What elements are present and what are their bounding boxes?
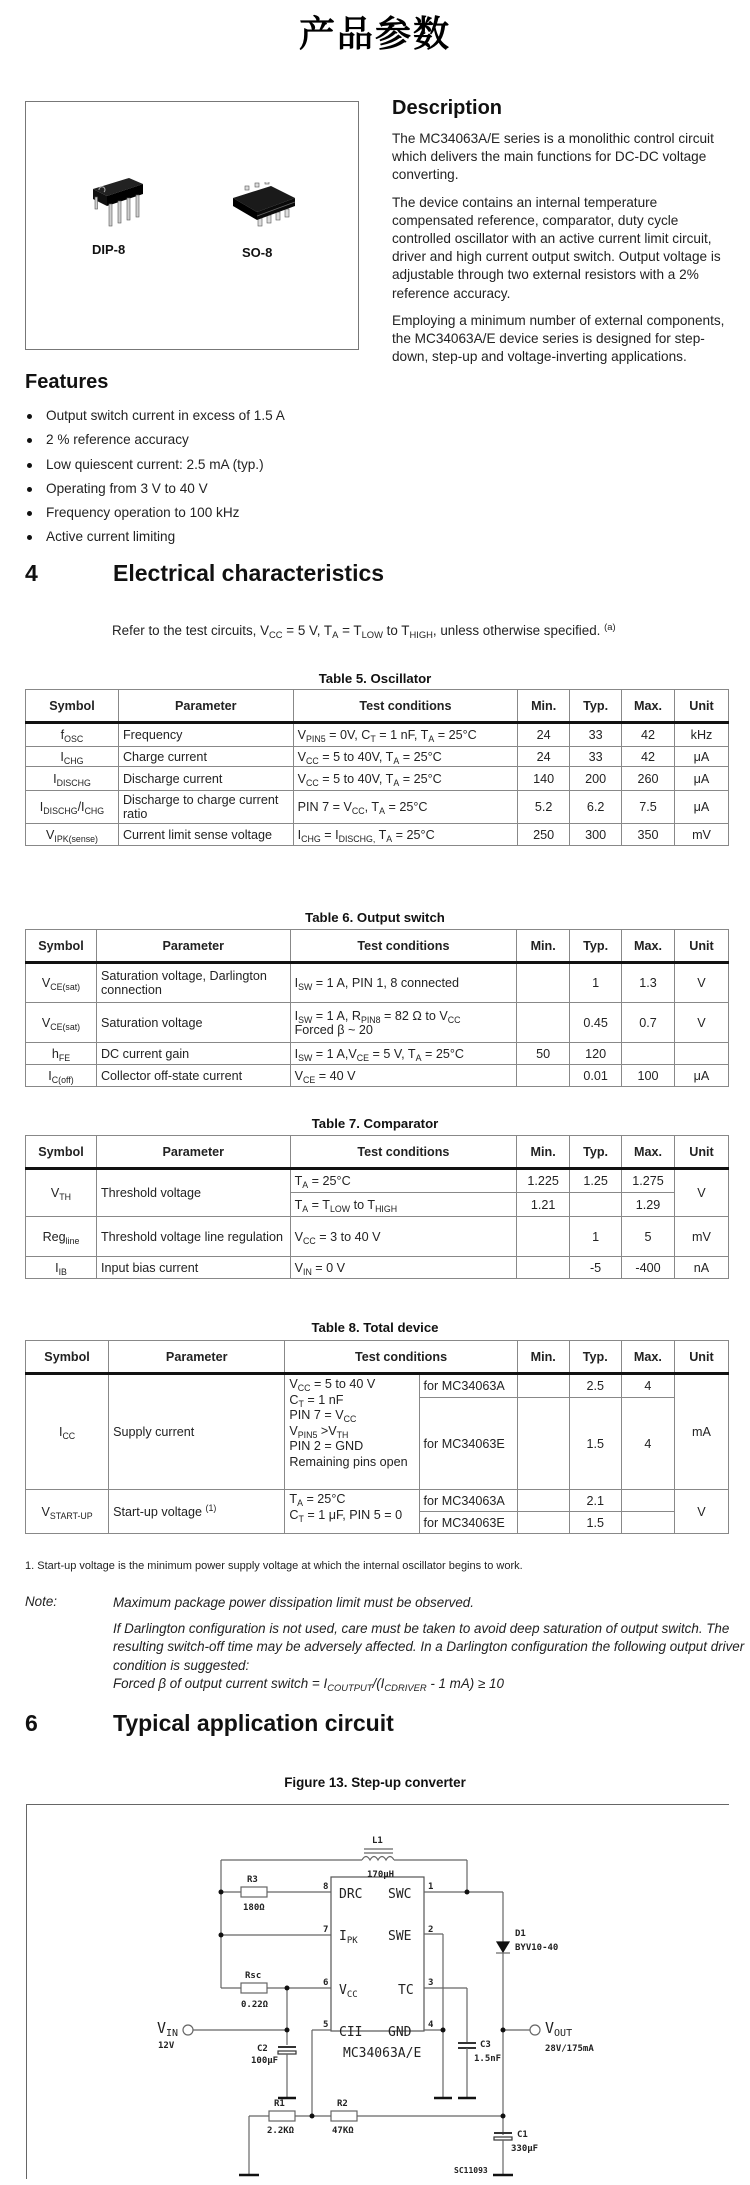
cell-max: 7.5 (622, 791, 675, 824)
cell-typ: 33 (570, 747, 622, 767)
cell-typ: 0.01 (570, 1065, 622, 1087)
table-row (26, 1169, 729, 1193)
cell-typ: 0.45 (570, 1003, 622, 1043)
section-number: 4 (25, 560, 38, 586)
table-row (26, 1490, 729, 1512)
page-title: 产品参数 (298, 14, 451, 55)
so8-package-icon (231, 182, 297, 234)
cell-parameter: Charge current (118, 747, 293, 767)
cell-min: 250 (518, 824, 570, 846)
cell-max: -400 (622, 1257, 675, 1279)
col-symbol: Symbol (26, 1136, 97, 1169)
cell-max: 5 (622, 1217, 675, 1257)
table-7-comparator (25, 1135, 729, 1279)
cell-test-conditions: $I_{SW} = 1$ A, $R_{PIN8} = 82$ Ω to $V_{CC}$ Forced β ~ 20 (290, 1003, 517, 1043)
cell-variant: for MC34063E (419, 1512, 517, 1534)
col-typ: Typ. (570, 1136, 622, 1169)
cell-unit: mV (675, 824, 729, 846)
table-8-caption: Table 8. Total device (311, 1320, 439, 1335)
cell-test-conditions: $T_A = T_{LOW}$ to $T_{HIGH}$ (290, 1193, 517, 1217)
cell-symbol: $I_{IB}$ (26, 1257, 97, 1279)
cell-test-conditions: $V_{CC} = 5$ to 40 V $C_T = 1$ nF PIN $7 = V_{CC}$ $V_{PIN5} >V_{TH}$ PIN 2 = GND Remaining pins open (285, 1374, 419, 1490)
features-heading: Features (25, 371, 109, 393)
col-test-conditions: Test conditions (290, 1136, 517, 1169)
dip8-package-icon (89, 172, 151, 234)
col-test-conditions: Test conditions (290, 930, 517, 963)
svg-text:BYV10-40: BYV10-40 (515, 1943, 559, 1953)
cell-unit: μA (675, 747, 729, 767)
col-typ: Typ. (569, 1341, 621, 1374)
cell-max (622, 1043, 675, 1065)
col-max: Max. (622, 930, 675, 963)
col-min: Min. (517, 930, 570, 963)
cell-symbol: $V_{CE(sat)}$ (26, 963, 97, 1003)
footnote-ref: (a) (604, 622, 616, 632)
svg-text:R1: R1 (274, 2099, 285, 2109)
cell-unit: V (675, 1003, 729, 1043)
cell-max (621, 1490, 674, 1512)
section-6-heading (25, 1710, 725, 1740)
section-number: 6 (25, 1710, 38, 1736)
cell-typ: 1.25 (570, 1169, 622, 1193)
cell-max: 350 (622, 824, 675, 846)
svg-text:Rsc: Rsc (245, 1971, 262, 1981)
cell-max: 42 (622, 747, 675, 767)
svg-text:CII: CII (339, 2025, 363, 2040)
cell-symbol: $f_{OSC}$ (26, 723, 119, 747)
cell-unit: V (675, 963, 729, 1003)
vin-label: $V_{IN}$ (157, 2019, 179, 2039)
figure-box (26, 1804, 729, 2179)
section-title: Typical application circuit (113, 1710, 394, 1736)
cell-min (517, 1398, 569, 1490)
svg-text:1: 1 (428, 1882, 434, 1892)
svg-text:SC11093: SC11093 (454, 2166, 488, 2175)
cell-max: 0.7 (622, 1003, 675, 1043)
svg-text:47KΩ: 47KΩ (332, 2126, 354, 2136)
cell-unit: mV (675, 1217, 729, 1257)
note-label: Note: (25, 1594, 58, 1609)
cell-min (517, 1065, 570, 1087)
cell-typ: 2.1 (569, 1490, 621, 1512)
col-typ: Typ. (570, 690, 622, 723)
cell-min (517, 1217, 570, 1257)
svg-text:100μF: 100μF (251, 2056, 279, 2066)
svg-text:0.22Ω: 0.22Ω (241, 2000, 269, 2010)
cell-unit: nA (675, 1257, 729, 1279)
description-body (392, 130, 737, 375)
svg-text:VCC: $V_{CC}$ (339, 1983, 358, 2000)
cell-unit: kHz (675, 723, 729, 747)
cell-typ: 1.5 (569, 1398, 621, 1490)
col-test-conditions: Test conditions (293, 690, 518, 723)
cell-symbol: $V_{IPK(sense)}$ (26, 824, 119, 846)
cell-min: 1.21 (517, 1193, 570, 1217)
table-row (26, 824, 729, 846)
package-image-box (25, 101, 359, 350)
svg-text:5: 5 (323, 2020, 329, 2030)
table-row (26, 1217, 729, 1257)
table-row (26, 1257, 729, 1279)
col-typ: Typ. (570, 930, 622, 963)
feature-item: 2 % reference accuracy (25, 428, 365, 452)
col-min: Min. (517, 1341, 569, 1374)
test-conditions-note: Refer to the test circuits, $V_{CC} = 5$ V, $T_A = T_{LOW}$ to $T_{HIGH}$, unless otherwise specified. $^{(a)}$ (112, 622, 616, 640)
col-unit: Unit (675, 930, 729, 963)
cell-parameter: Current limit sense voltage (118, 824, 293, 846)
col-symbol: Symbol (26, 930, 97, 963)
cell-test-conditions: $I_{SW} = 1$ $A,V_{CE} = 5$ V, $T_A = 25^\circ C$ (290, 1043, 517, 1065)
col-min: Min. (518, 690, 570, 723)
cell-unit: μA (675, 767, 729, 791)
svg-text:6: 6 (323, 1978, 329, 1988)
cell-parameter: Frequency (118, 723, 293, 747)
note-block (25, 1594, 745, 1724)
cell-test-conditions: PIN $7 = V_{CC}$, $T_A = 25^\circ C$ (293, 791, 518, 824)
svg-text:7: 7 (323, 1925, 329, 1935)
svg-text:TC: TC (398, 1983, 414, 1998)
col-symbol: Symbol (26, 1341, 109, 1374)
cell-typ: 6.2 (570, 791, 622, 824)
note-line: If Darlington configuration is not used, care must be taken to avoid deep saturation of output switch. The resulting switch-off time may be adversely affected. In a Darlington configuration the following output driver condition is suggested: (113, 1620, 745, 1673)
cell-typ: 120 (570, 1043, 622, 1065)
cell-max: 42 (622, 723, 675, 747)
svg-text:D1: D1 (515, 1929, 526, 1939)
svg-text:DRC: DRC (339, 1887, 363, 1902)
col-parameter: Parameter (109, 1341, 285, 1374)
dip8-label: DIP-8 (92, 242, 126, 257)
table-row (26, 767, 729, 791)
so8-label: SO-8 (242, 245, 273, 260)
feature-item: Operating from 3 V to 40 V (25, 477, 365, 501)
cell-parameter: Threshold voltage line regulation (96, 1217, 290, 1257)
cell-test-conditions: $I_{SW} = 1$ A, PIN 1, 8 connected (290, 963, 517, 1003)
section-4-heading (25, 560, 725, 590)
description-paragraph: Employing a minimum number of external components, the MC34063A/E device series is designed for step-down, step-up and voltage-inverting applications. (392, 312, 725, 365)
cell-min (517, 1512, 569, 1534)
col-max: Max. (622, 690, 675, 723)
svg-text:330μF: 330μF (511, 2144, 539, 2154)
cell-min (517, 1490, 569, 1512)
table-row (26, 723, 729, 747)
description-paragraph: The device contains an internal temperature compensated reference, comparator, duty cycle controlled oscillator with an active current limit circuit, driver and high current output switch. Output voltage is adjustable through two external resistors with a 2% reference accuracy. (392, 194, 721, 301)
cell-parameter: Start-up voltage $^{(1)}$ (109, 1490, 285, 1534)
col-symbol: Symbol (26, 690, 119, 723)
svg-text:2: 2 (428, 1925, 434, 1935)
cell-unit: V (675, 1169, 729, 1217)
cell-min: 1.225 (517, 1169, 570, 1193)
svg-text:IPK: $I_{PK}$ (339, 1929, 358, 1946)
cell-symbol: Reg$_{line}$ (26, 1217, 97, 1257)
note-formula: Forced β of output current switch = $I_{COUTPUT}/(I_{CDRIVER} - 1$ mA) ≥ 10 (113, 1676, 504, 1693)
table-footnote: 1. Start-up voltage is the minimum power supply voltage at which the internal oscillator begins to work. (25, 1560, 523, 1572)
table-row (26, 1043, 729, 1065)
svg-text:4: 4 (428, 2020, 434, 2030)
cell-parameter: Discharge current (118, 767, 293, 791)
svg-text:170μH: 170μH (367, 1870, 395, 1880)
feature-item: Frequency operation to 100 kHz (25, 501, 365, 525)
cell-unit (675, 1043, 729, 1065)
cell-min: 5.2 (518, 791, 570, 824)
cell-max: 260 (622, 767, 675, 791)
cell-unit: μA (675, 1065, 729, 1087)
cell-symbol: $V_{TH}$ (26, 1169, 97, 1217)
col-max: Max. (621, 1341, 674, 1374)
svg-text:28V/175mA: 28V/175mA (545, 2044, 594, 2054)
cell-unit: V (674, 1490, 728, 1534)
cell-typ: 2.5 (569, 1374, 621, 1398)
table-row (26, 791, 729, 824)
cell-symbol: $I_{C(off)}$ (26, 1065, 97, 1087)
cell-parameter: Threshold voltage (96, 1169, 290, 1217)
svg-text:L1: L1 (372, 1836, 383, 1846)
cell-test-conditions: $I_{CHG} = I_{DISCHG,}$ $T_A = 25^\circ C$ (293, 824, 518, 846)
feature-item: Low quiescent current: 2.5 mA (typ.) (25, 453, 365, 477)
cell-max: 4 (621, 1374, 674, 1398)
svg-text:2.2KΩ: 2.2KΩ (267, 2126, 295, 2136)
table-row (26, 1003, 729, 1043)
svg-text:180Ω: 180Ω (243, 1903, 265, 1913)
col-parameter: Parameter (118, 690, 293, 723)
cell-symbol: $I_{CC}$ (26, 1374, 109, 1490)
description-paragraph: The MC34063A/E series is a monolithic control circuit which delivers the main functions for DC-DC voltage converting. (392, 131, 714, 183)
svg-text:12V: 12V (158, 2041, 175, 2051)
cell-min (517, 1257, 570, 1279)
table-5-caption: Table 5. Oscillator (318, 671, 432, 686)
col-parameter: Parameter (96, 930, 290, 963)
table-row (26, 1374, 729, 1398)
table-6-caption: Table 6. Output switch (305, 910, 445, 925)
svg-text:C3: C3 (480, 2040, 491, 2050)
cell-test-conditions: $T_A = 25^\circ C$ (290, 1169, 517, 1193)
svg-text:MC34063A/E: MC34063A/E (343, 2046, 422, 2061)
cell-symbol: $V_{CE(sat)}$ (26, 1003, 97, 1043)
cell-parameter: Collector off-state current (96, 1065, 290, 1087)
cell-typ: 33 (570, 723, 622, 747)
cell-min (517, 1374, 569, 1398)
cell-min: 50 (517, 1043, 570, 1065)
col-parameter: Parameter (96, 1136, 290, 1169)
cell-parameter: DC current gain (96, 1043, 290, 1065)
cell-test-conditions: $V_{PIN5} = 0V$, $C_T = 1$ nF, $T_A = 25^\circ C$ (293, 723, 518, 747)
svg-text:GND: GND (388, 2025, 412, 2040)
col-min: Min. (517, 1136, 570, 1169)
cell-test-conditions: $V_{CC} = 5$ to 40V, $T_A = 25^\circ C$ (293, 747, 518, 767)
cell-typ: -5 (570, 1257, 622, 1279)
col-unit: Unit (674, 1341, 728, 1374)
cell-max: 100 (622, 1065, 675, 1087)
cell-max (621, 1512, 674, 1534)
cell-symbol: $I_{CHG}$ (26, 747, 119, 767)
cell-unit: mA (674, 1374, 728, 1490)
cell-parameter: Saturation voltage (96, 1003, 290, 1043)
table-8-total-device (25, 1340, 729, 1534)
svg-text:C2: C2 (257, 2044, 268, 2054)
feature-item: Output switch current in excess of 1.5 A (25, 404, 365, 428)
cell-symbol: $I_{DISCHG}/I_{CHG}$ (26, 791, 119, 824)
svg-text:3: 3 (428, 1978, 434, 1988)
cell-typ (570, 1193, 622, 1217)
cell-typ: 200 (570, 767, 622, 791)
features-list (25, 404, 365, 550)
table-7-caption: Table 7. Comparator (311, 1116, 439, 1131)
cell-typ: 1 (570, 963, 622, 1003)
cell-min: 24 (518, 747, 570, 767)
cell-typ: 300 (570, 824, 622, 846)
svg-text:1.5nF: 1.5nF (474, 2054, 502, 2064)
cell-test-conditions: $V_{CC} = 5$ to 40V, $T_A = 25^\circ C$ (293, 767, 518, 791)
cell-test-conditions: $V_{CC} = 3$ to 40 V (290, 1217, 517, 1257)
note-line: Maximum package power dissipation limit must be observed. (113, 1595, 474, 1610)
cell-max: 4 (621, 1398, 674, 1490)
cell-symbol: $I_{DISCHG}$ (26, 767, 119, 791)
cell-symbol: $V_{START-UP}$ (26, 1490, 109, 1534)
cell-variant: for MC34063E (419, 1398, 517, 1490)
cell-test-conditions: $V_{IN} = 0$ V (290, 1257, 517, 1279)
cell-min (517, 963, 570, 1003)
vout-label: $V_{OUT}$ (545, 2019, 573, 2039)
feature-item: Active current limiting (25, 525, 365, 549)
cell-typ: 1 (570, 1217, 622, 1257)
cell-unit: μA (675, 791, 729, 824)
cell-parameter: Saturation voltage, Darlington connection (96, 963, 290, 1003)
cell-variant: for MC34063A (419, 1490, 517, 1512)
col-test-conditions: Test conditions (285, 1341, 517, 1374)
cell-min: 140 (518, 767, 570, 791)
col-max: Max. (622, 1136, 675, 1169)
description-heading: Description (392, 97, 503, 119)
section-title: Electrical characteristics (113, 560, 385, 586)
cell-max: 1.275 (622, 1169, 675, 1193)
col-unit: Unit (675, 690, 729, 723)
svg-text:R3: R3 (247, 1875, 258, 1885)
table-row (26, 1065, 729, 1087)
cell-max: 1.29 (622, 1193, 675, 1217)
figure-caption: Figure 13. Step-up converter (284, 1775, 466, 1790)
cell-max: 1.3 (622, 963, 675, 1003)
cell-parameter: Discharge to charge current ratio (118, 791, 293, 824)
cell-min: 24 (518, 723, 570, 747)
svg-text:8: 8 (323, 1882, 329, 1892)
svg-text:SWE: SWE (388, 1929, 412, 1944)
svg-text:R2: R2 (337, 2099, 348, 2109)
step-up-converter-schematic-main (27, 1805, 730, 2180)
cell-parameter: Supply current (109, 1374, 285, 1490)
cell-min (517, 1003, 570, 1043)
cell-symbol: $h_{FE}$ (26, 1043, 97, 1065)
table-5-oscillator (25, 689, 729, 846)
table-row (26, 963, 729, 1003)
svg-text:C1: C1 (517, 2130, 528, 2140)
col-unit: Unit (675, 1136, 729, 1169)
table-6-output-switch (25, 929, 729, 1087)
table-row (26, 747, 729, 767)
svg-text:SWC: SWC (388, 1887, 412, 1902)
cell-test-conditions: $T_A = 25^\circ C$ $C_T = 1$ μF, PIN 5 = 0 (285, 1490, 419, 1534)
cell-parameter: Input bias current (96, 1257, 290, 1279)
cell-typ: 1.5 (569, 1512, 621, 1534)
cell-test-conditions: $V_{CE} = 40$ V (290, 1065, 517, 1087)
cell-variant: for MC34063A (419, 1374, 517, 1398)
